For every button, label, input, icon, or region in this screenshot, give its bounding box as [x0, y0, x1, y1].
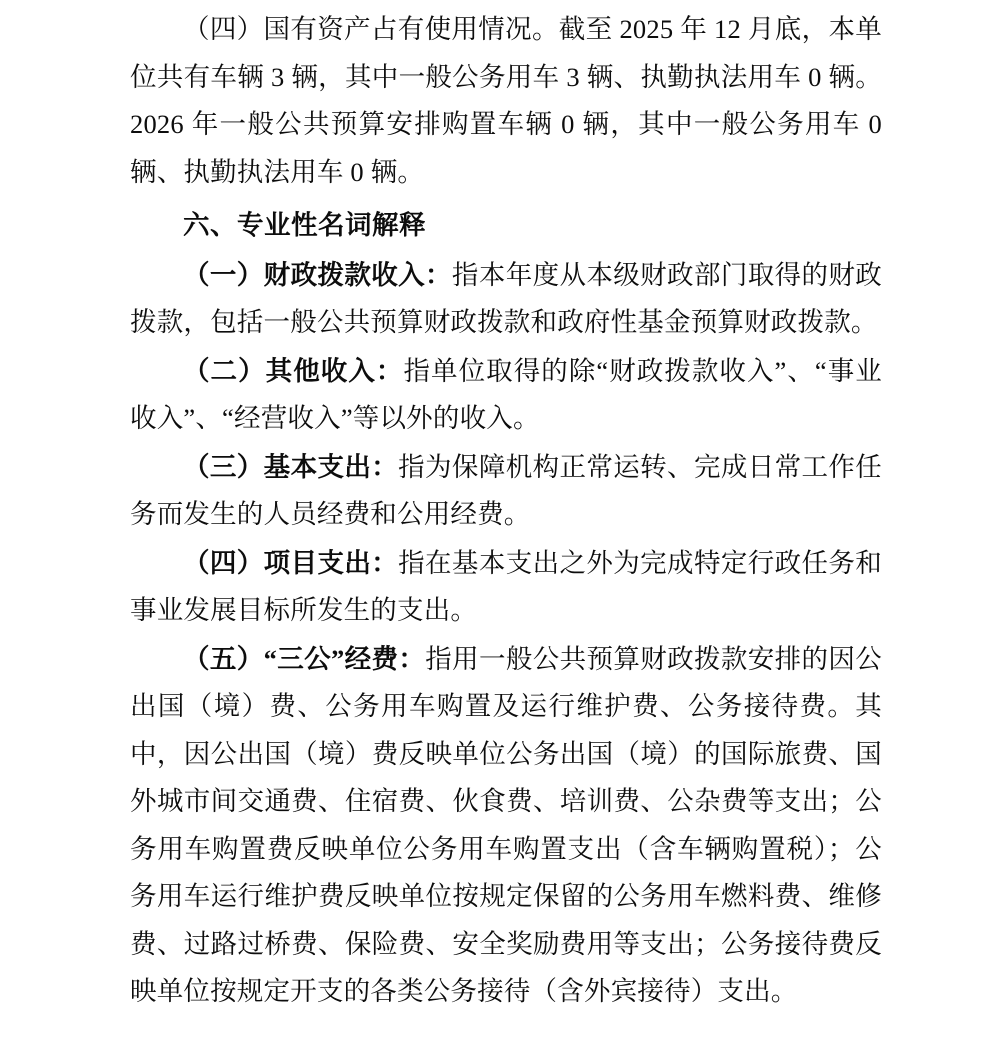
paragraph-term-three-public-funds: [130, 636, 882, 1016]
term-label-three-public-funds: （五）“三公”经费：: [183, 643, 426, 674]
term-definition-basic-expenditure: 指为保障机构正常运转、完成日常工作任务而发生的人员经费和公用经费。: [130, 451, 882, 529]
term-label-basic-expenditure: （三）基本支出：: [183, 451, 399, 482]
term-label-project-expenditure: （四）项目支出：: [183, 547, 399, 578]
paragraph-term-project-expenditure: [130, 540, 882, 635]
term-definition-three-public-funds: 指用一般公共预算财政拨款安排的因公出国（境）费、公务用车购置及运行维护费、公务接待费。其中，因公出国（境）费反映单位公务出国（境）的国际旅费、国外城市间交通费、住宿费、伙食费、培训费、公杂费等支出；公务用车购置费反映单位公务用车购置支出（含车辆购置税）；公务用车运行维护费反映单位按规定保留的公务用车燃料费、维修费、过路过桥费、保险费、安全奖励费用等支出；公务接待费反映单位按规定开支的各类公务接待（含外宾接待）支出。: [130, 643, 883, 1006]
term-label-fiscal-appropriation-income: （一）财政拨款收入：: [183, 259, 452, 290]
term-label-other-income: （二）其他收入：: [183, 355, 404, 386]
paragraph-term-other-income: [130, 348, 882, 443]
paragraph-term-basic-expenditure: [130, 444, 882, 539]
paragraph-term-fiscal-appropriation-income: [130, 252, 882, 347]
heading-section-six: 六、专业性名词解释: [183, 210, 426, 240]
term-definition-project-expenditure: 指在基本支出之外为完成特定行政任务和事业发展目标所发生的支出。: [130, 547, 882, 625]
paragraph-state-assets-usage: （四）国有资产占有使用情况。截至 2025 年 12 月底，本单位共有车辆 3 辆，其中一般公务用车 3 辆、执勤执法用车 0 辆。2026 年一般公共预算安排购置车辆 0 辆，其中一般公务用车 0 辆、执勤执法用车 0 辆。: [130, 14, 889, 187]
term-definition-fiscal-appropriation-income: 指本年度从本级财政部门取得的财政拨款，包括一般公共预算财政拨款和政府性基金预算财政拨款。: [130, 259, 882, 337]
term-definition-other-income: 指单位取得的除“财政拨款收入”、“事业收入”、“经营收入”等以外的收入。: [130, 355, 882, 433]
